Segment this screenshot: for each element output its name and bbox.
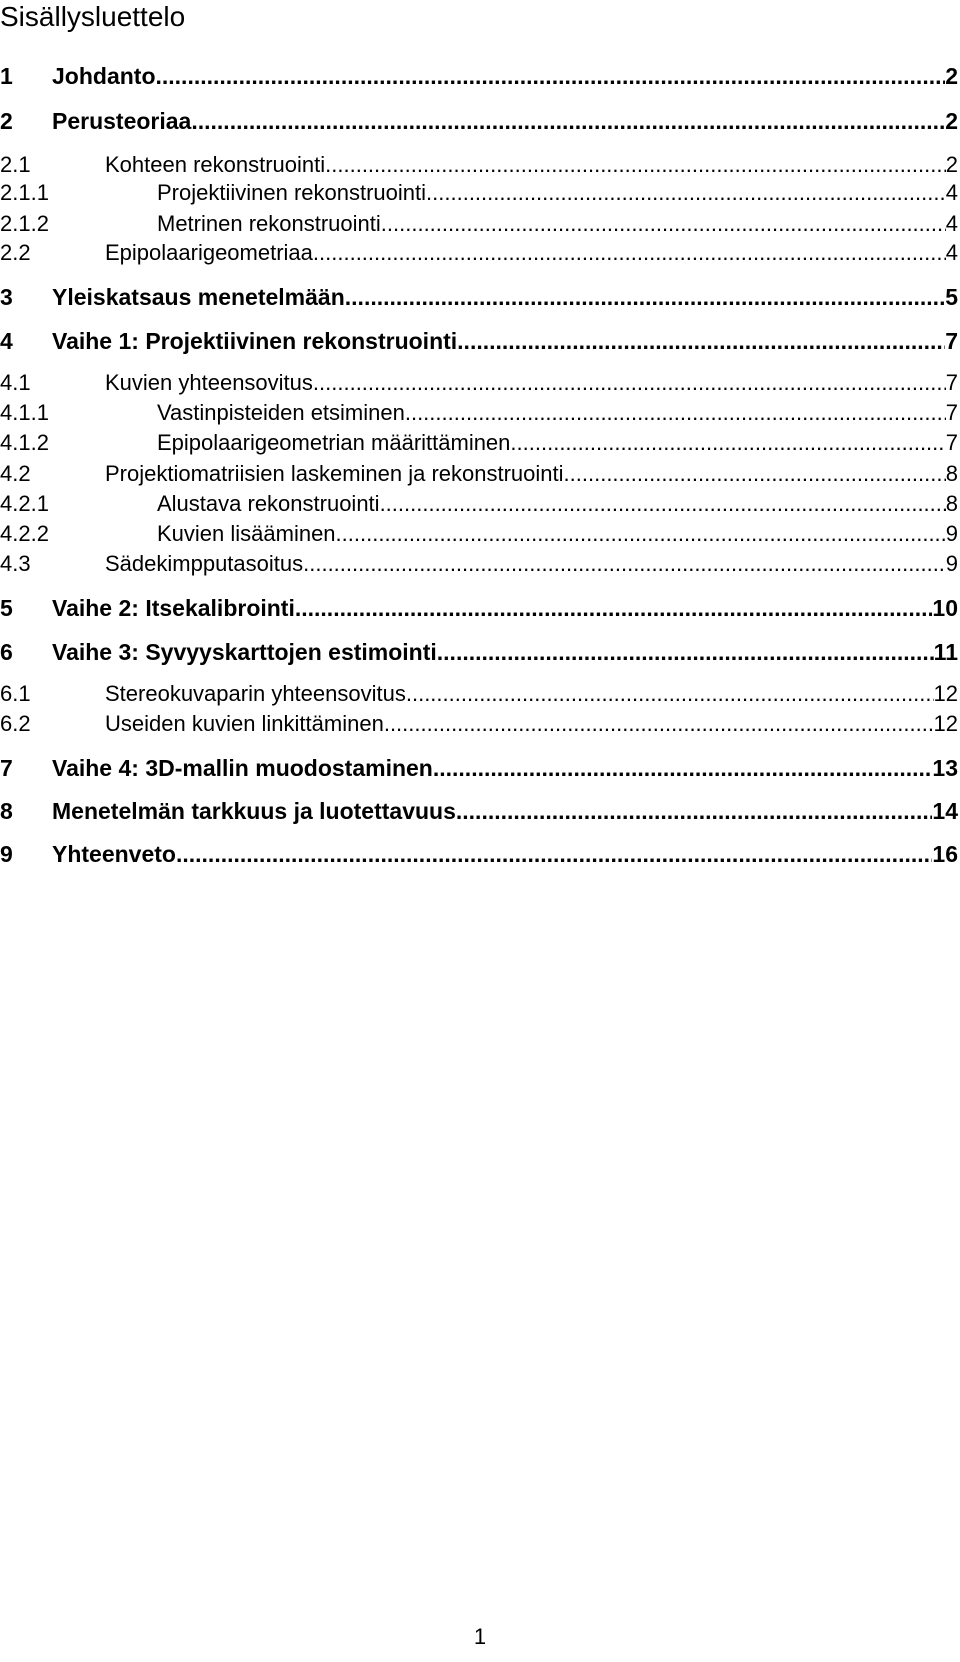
toc-dot-leader [437,638,934,666]
toc-dot-leader [510,430,945,456]
toc-entry-title: Vastinpisteiden etsiminen [157,400,405,425]
toc-entry-number: 2.1 [0,152,31,177]
toc-entry[interactable] [0,754,958,782]
toc-entry[interactable] [0,840,958,868]
toc-entry-title: Kohteen rekonstruointi [105,152,326,177]
toc-entry-title: Johdanto [52,63,156,89]
toc-dot-leader [381,211,946,237]
toc-entry-page: 9 [945,551,958,576]
toc-entry-title: Stereokuvaparin yhteensovitus [105,681,406,706]
toc-entry-page: 14 [932,798,958,824]
toc-entry-number: 6 [0,639,13,665]
toc-entry-page: 7 [945,400,958,425]
toc-dot-leader [426,180,946,206]
toc-entry-number: 4.1.1 [0,400,49,425]
toc-entry-number: 2.2 [0,240,31,265]
toc-entry[interactable] [0,521,958,547]
toc-dot-leader [303,551,946,577]
toc-entry-page: 8 [945,461,958,486]
toc-entry[interactable] [0,327,958,355]
toc-entry-number: 6.2 [0,711,31,736]
toc-entry-page: 4 [945,211,958,236]
toc-entry-number: 5 [0,595,13,621]
toc-entry-title: Perusteoriaa [52,108,192,134]
toc-entry-page: 16 [932,841,958,867]
toc-entry-title: Epipolaarigeometriaa [105,240,313,265]
toc-entry-title: Yhteenveto [52,841,176,867]
toc-entry-number: 4.3 [0,551,31,576]
toc-entry[interactable] [0,594,958,622]
toc-entry[interactable] [0,152,958,178]
toc-entry-number: 2.1.1 [0,180,49,205]
toc-dot-leader [406,681,934,707]
toc-entry[interactable] [0,551,958,577]
toc-entry-page: 8 [945,491,958,516]
toc-entry-page: 12 [933,711,958,736]
toc-entry-title: Vaihe 1: Projektiivinen rekonstruointi [52,328,458,354]
toc-dot-leader [405,400,946,426]
toc-entry-title: Yleiskatsaus menetelmään [52,284,345,310]
toc-entry-number: 4.2.2 [0,521,49,546]
toc-entry-title: Useiden kuvien linkittäminen [105,711,384,736]
toc-entry-page: 2 [945,152,958,177]
toc-dot-leader [191,107,945,135]
toc-entry[interactable] [0,461,958,487]
toc-dot-leader [433,754,933,782]
toc-entry-number: 4 [0,328,13,354]
toc-entry-number: 7 [0,755,13,781]
toc-entry-number: 4.2 [0,461,31,486]
toc-entry-title: Epipolaarigeometrian määrittäminen [157,430,511,455]
toc-entry[interactable] [0,797,958,825]
toc-dot-leader [457,327,945,355]
toc-entry-title: Projektiomatriisien laskeminen ja rekonstruointi [105,461,564,486]
toc-entry-page: 10 [932,595,958,621]
toc-entry-number: 3 [0,284,13,310]
toc-entry-page: 4 [945,180,958,205]
page-title: Sisällysluettelo [0,1,186,32]
toc-entry-title: Vaihe 4: 3D-mallin muodostaminen [52,755,433,781]
toc-entry-page: 2 [945,63,958,89]
toc-entry-title: Kuvien lisääminen [157,521,336,546]
toc-entry-title: Kuvien yhteensovitus [105,370,313,395]
toc-entry-title: Vaihe 2: Itsekalibrointi [52,595,295,621]
toc-entry[interactable] [0,491,958,517]
toc-entry-number: 2 [0,108,13,134]
toc-entry[interactable] [0,681,958,707]
toc-entry-title: Projektiivinen rekonstruointi [157,180,427,205]
toc-entry[interactable] [0,711,958,737]
toc-entry[interactable] [0,180,958,206]
toc-entry-page: 7 [945,430,958,455]
toc-entry[interactable] [0,400,958,426]
toc-entry[interactable] [0,430,958,456]
toc-entry-page: 4 [945,240,958,265]
toc-dot-leader [313,240,946,266]
toc-dot-leader [295,594,933,622]
toc-entry[interactable] [0,240,958,266]
toc-entry-number: 9 [0,841,13,867]
toc-entry-number: 2.1.2 [0,211,49,236]
toc-entry-page: 2 [945,108,958,134]
toc-entry-number: 4.2.1 [0,491,49,516]
toc-dot-leader [313,370,946,396]
toc-entry-number: 8 [0,798,13,824]
toc-entry-page: 7 [945,328,958,354]
toc-entry-title: Sädekimpputasoitus [105,551,304,576]
toc-entry-page: 13 [932,755,958,781]
toc-entry[interactable] [0,638,958,666]
toc-entry-title: Metrinen rekonstruointi [157,211,381,236]
toc-dot-leader [156,62,946,90]
toc-entry[interactable] [0,107,958,135]
toc-entry-title: Menetelmän tarkkuus ja luotettavuus [52,798,456,824]
toc-dot-leader [384,711,934,737]
page-number: 1 [473,1624,487,1649]
toc-entry-title: Vaihe 3: Syvyyskarttojen estimointi [52,639,437,665]
toc-entry-number: 4.1.2 [0,430,49,455]
toc-dot-leader [336,521,946,547]
toc-entry[interactable] [0,283,958,311]
toc-dot-leader [380,491,946,517]
toc-entry-page: 9 [945,521,958,546]
toc-dot-leader [345,283,945,311]
toc-dot-leader [456,797,933,825]
toc-entry[interactable] [0,62,958,90]
toc-entry-number: 1 [0,63,13,89]
toc-entry-page: 7 [945,370,958,395]
toc-entry-page: 12 [933,681,958,706]
toc-entry[interactable] [0,370,958,396]
toc-dot-leader [564,461,946,487]
toc-entry-number: 4.1 [0,370,31,395]
toc-entry-page: 5 [945,284,958,310]
toc-dot-leader [176,840,932,868]
toc-entry-number: 6.1 [0,681,31,706]
toc-entry[interactable] [0,211,958,237]
toc-dot-leader [325,152,946,178]
toc-entry-title: Alustava rekonstruointi [157,491,380,516]
toc-entry-page: 11 [933,639,958,665]
